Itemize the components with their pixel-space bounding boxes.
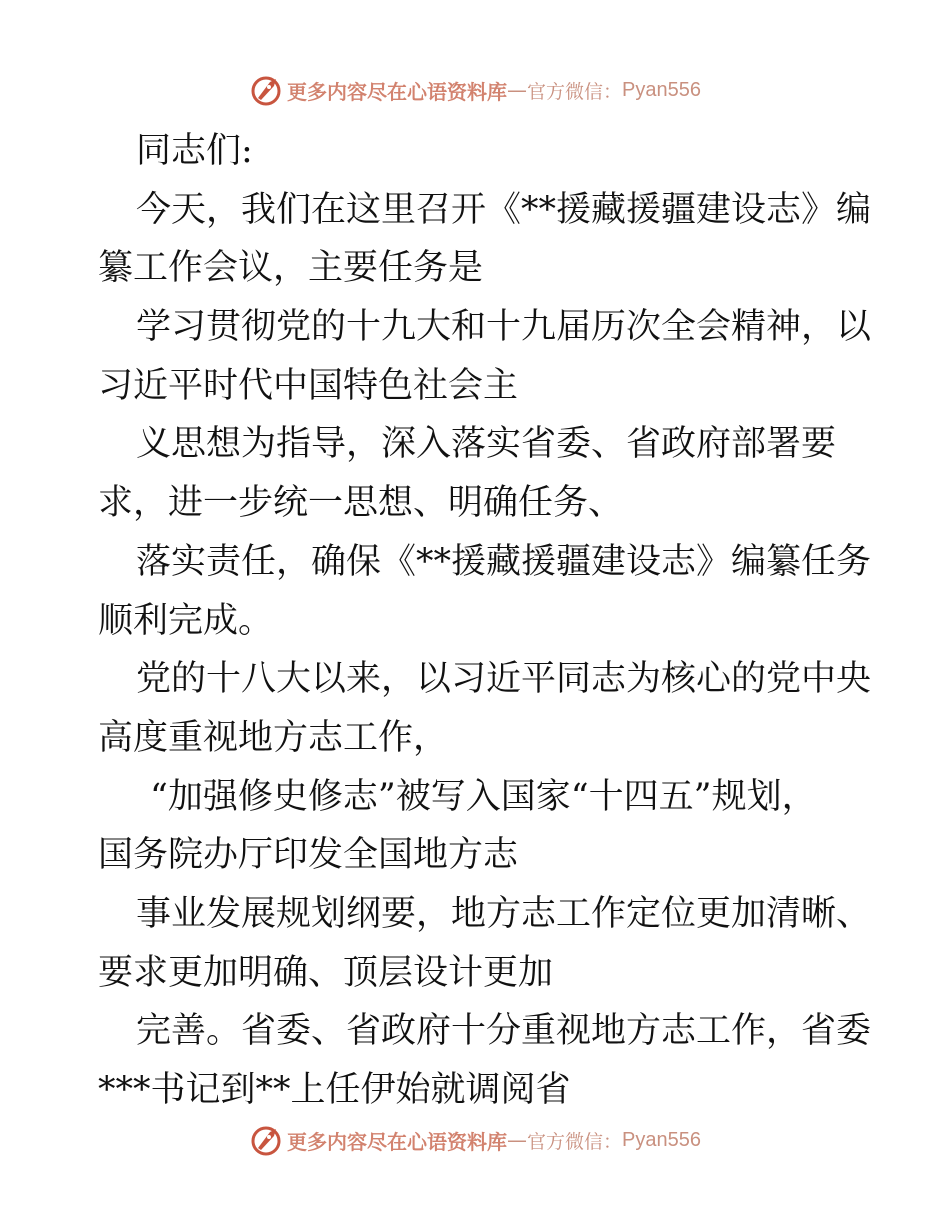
text-line: 纂工作会议，主要任务是 <box>98 248 484 289</box>
banner-label: 官方微信： <box>527 1130 623 1153</box>
text-line: ***书记到**上任伊始就调阅省 <box>98 1070 571 1110</box>
banner-label: 官方微信： <box>527 80 623 103</box>
banner-separator: — <box>507 1128 527 1152</box>
text-line: 习近平时代中国特色社会主 <box>98 365 519 406</box>
banner-brand: 更多内容尽在心语资料库 <box>287 79 507 104</box>
text-line: 求，进一步统一思想、明确任务、 <box>98 483 624 524</box>
text-line: “加强修史修志”被写入国家“十四五”规划， <box>150 776 817 817</box>
footer-banner <box>0 1120 950 1160</box>
text-line: 顺利完成。 <box>98 600 274 641</box>
text-line: 党的十八大以来，以习近平同志为核心的党中央 <box>136 659 872 700</box>
document-body <box>98 122 872 1120</box>
text-line: 国务院办厅印发全国地方志 <box>98 835 519 876</box>
banner-brand: 更多内容尽在心语资料库 <box>287 1129 507 1154</box>
text-line: 高度重视地方志工作， <box>98 717 449 758</box>
pen-nib-logo-icon <box>249 73 283 107</box>
text-line: 落实责任，确保《**援藏援疆建设志》编纂任务 <box>136 541 872 582</box>
text-line: 完善。省委、省政府十分重视地方志工作，省委 <box>136 1011 872 1052</box>
text-line: 事业发展规划纲要，地方志工作定位更加清晰、 <box>136 893 872 934</box>
text-line: 今天，我们在这里召开《**援藏援疆建设志》编 <box>136 189 872 230</box>
text-line: 要求更加明确、顶层设计更加 <box>98 952 554 993</box>
banner-wechat-id: Pyan556 <box>622 78 701 101</box>
banner-wechat-id: Pyan556 <box>622 1128 701 1151</box>
header-banner <box>0 70 950 110</box>
text-line: 学习贯彻党的十九大和十九届历次全会精神，以 <box>136 307 872 348</box>
pen-nib-logo-icon <box>249 1123 283 1157</box>
banner-separator: — <box>507 78 527 102</box>
text-line: 同志们: <box>136 131 253 171</box>
text-line: 义思想为指导，深入落实省委、省政府部署要 <box>136 424 837 465</box>
